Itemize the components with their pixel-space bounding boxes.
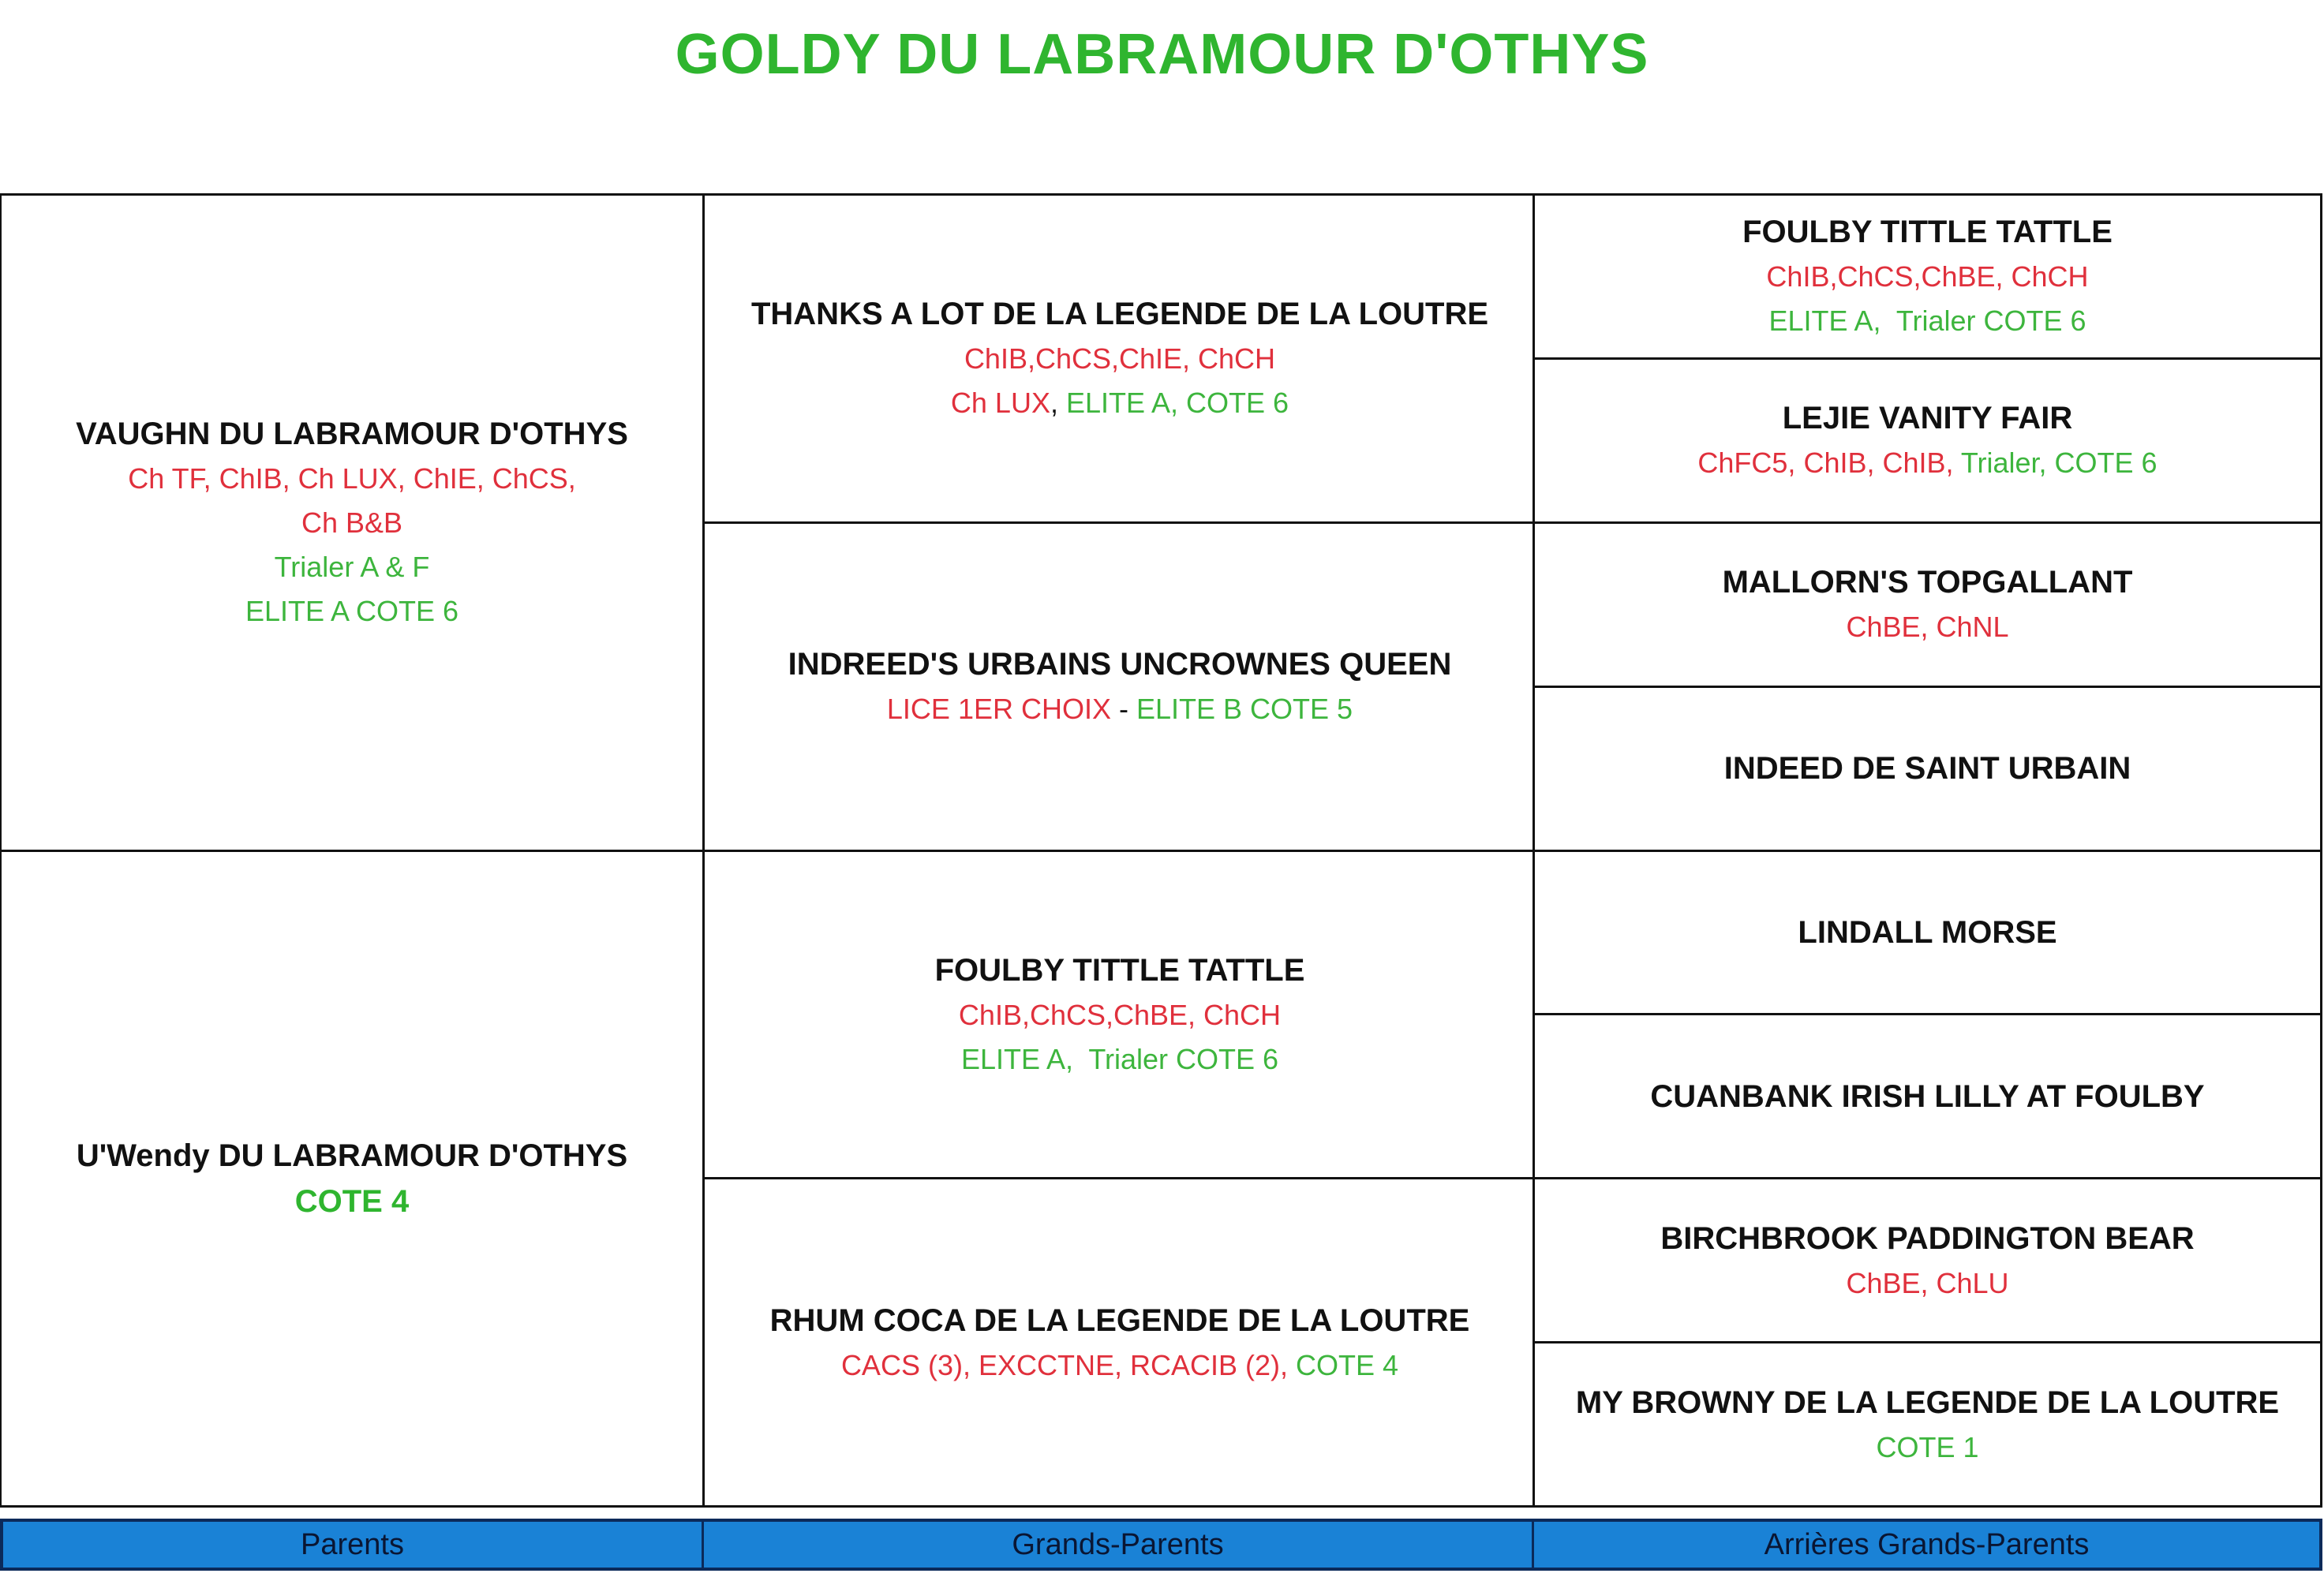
titles-line (887, 687, 1353, 731)
grade-line: ELITE A, Trialer COTE 6 (960, 1042, 1279, 1075)
footer-label-parents: Parents (3, 1522, 704, 1568)
grandparent-cell (705, 850, 1535, 1178)
dog-name: MALLORN'S TOPGALLANT (1722, 565, 2133, 600)
titles-line: ChIB,ChCS,ChBE, ChCH (958, 998, 1282, 1031)
great-grandparent-cell (1535, 521, 2320, 686)
grade-text: ELITE B COTE 5 (1136, 693, 1353, 726)
dog-name: INDEED DE SAINT URBAIN (1723, 751, 2131, 787)
titles-line (841, 1343, 1398, 1388)
dog-name: CUANBANK IRISH LILLY AT FOULBY (1650, 1078, 2205, 1114)
dog-name: BIRCHBROOK PADDINGTON BEAR (1660, 1220, 2195, 1256)
great-grandparent-cell (1535, 1013, 2320, 1177)
footer-label-grandparents: Grands-Parents (704, 1522, 1534, 1568)
pedigree-table (0, 193, 2322, 1508)
titles-line: ChBE, ChLU (1846, 1266, 2009, 1299)
grandparent-cell (705, 1177, 1535, 1505)
dog-name: THANKS A LOT DE LA LEGENDE DE LA LOUTRE (750, 297, 1489, 332)
titles-text: LICE 1ER CHOIX (886, 693, 1111, 726)
dog-name: FOULBY TITTLE TATTLE (934, 952, 1305, 988)
grade-line: Trialer A & F (274, 551, 430, 584)
titles-line (1697, 441, 2157, 485)
grade-line: COTE 1 (1876, 1430, 1979, 1463)
great-grandparent-cell (1535, 1341, 2320, 1505)
generation-footer (0, 1519, 2322, 1571)
titles-line: Ch TF, ChIB, Ch LUX, ChIE, ChCS, (128, 462, 576, 495)
titles-line: ChBE, ChNL (1846, 611, 2009, 644)
great-grandparent-cell (1535, 357, 2320, 521)
grade-text: COTE 4 (1288, 1348, 1399, 1381)
footer-label-great-grandparents: Arrières Grands-Parents (1764, 1527, 2090, 1561)
grade-text: Trialer, COTE 6 (1953, 447, 2157, 480)
titles-line: Ch B&B (301, 506, 403, 540)
titles-line (951, 381, 1289, 425)
dog-name: MY BROWNY DE LA LEGENDE DE LA LOUTRE (1575, 1385, 2280, 1420)
dog-name: VAUGHN DU LABRAMOUR D'OTHYS (76, 417, 628, 452)
titles-text: ChFC5, ChIB, ChIB, (1697, 447, 1954, 480)
separator: , (1050, 387, 1066, 420)
grade-line: ELITE A, Trialer COTE 6 (1768, 305, 2086, 338)
grandparent-cell (705, 521, 1535, 850)
dog-name: LINDALL MORSE (1798, 914, 2057, 950)
grandparent-cell (705, 196, 1535, 521)
great-grandparent-cell (1535, 196, 2320, 357)
dog-name: RHUM COCA DE LA LEGENDE DE LA LOUTRE (769, 1302, 1470, 1338)
dog-name: INDREED'S URBAINS UNCROWNES QUEEN (788, 647, 1452, 682)
titles-text: Ch LUX (950, 387, 1050, 420)
pedigree-title: GOLDY DU LABRAMOUR D'OTHYS (675, 23, 1649, 86)
grade-line: ELITE A COTE 6 (245, 595, 459, 628)
grade-text: ELITE A, COTE 6 (1065, 387, 1289, 420)
great-grandparent-cell (1535, 850, 2320, 1014)
parent-dam (2, 850, 702, 1506)
great-grandparent-cell (1535, 686, 2320, 850)
separator: - (1111, 693, 1136, 726)
titles-line: ChIB,ChCS,ChIE, ChCH (964, 342, 1276, 376)
dog-name: U'Wendy DU LABRAMOUR D'OTHYS (76, 1138, 628, 1173)
titles-line: ChIB,ChCS,ChBE, ChCH (1766, 260, 2089, 293)
parent-sire (2, 196, 702, 850)
parents-column (2, 196, 702, 1505)
great-grandparent-cell (1535, 1177, 2320, 1341)
grandparents-column (702, 196, 1535, 1505)
titles-text: CACS (3), EXCCTNE, RCACIB (2), (840, 1348, 1289, 1381)
great-grandparents-column (1532, 196, 2320, 1505)
dog-name: FOULBY TITTLE TATTLE (1742, 215, 2113, 250)
grade-line: COTE 4 (294, 1183, 410, 1219)
dog-name: LEJIE VANITY FAIR (1782, 401, 2073, 436)
